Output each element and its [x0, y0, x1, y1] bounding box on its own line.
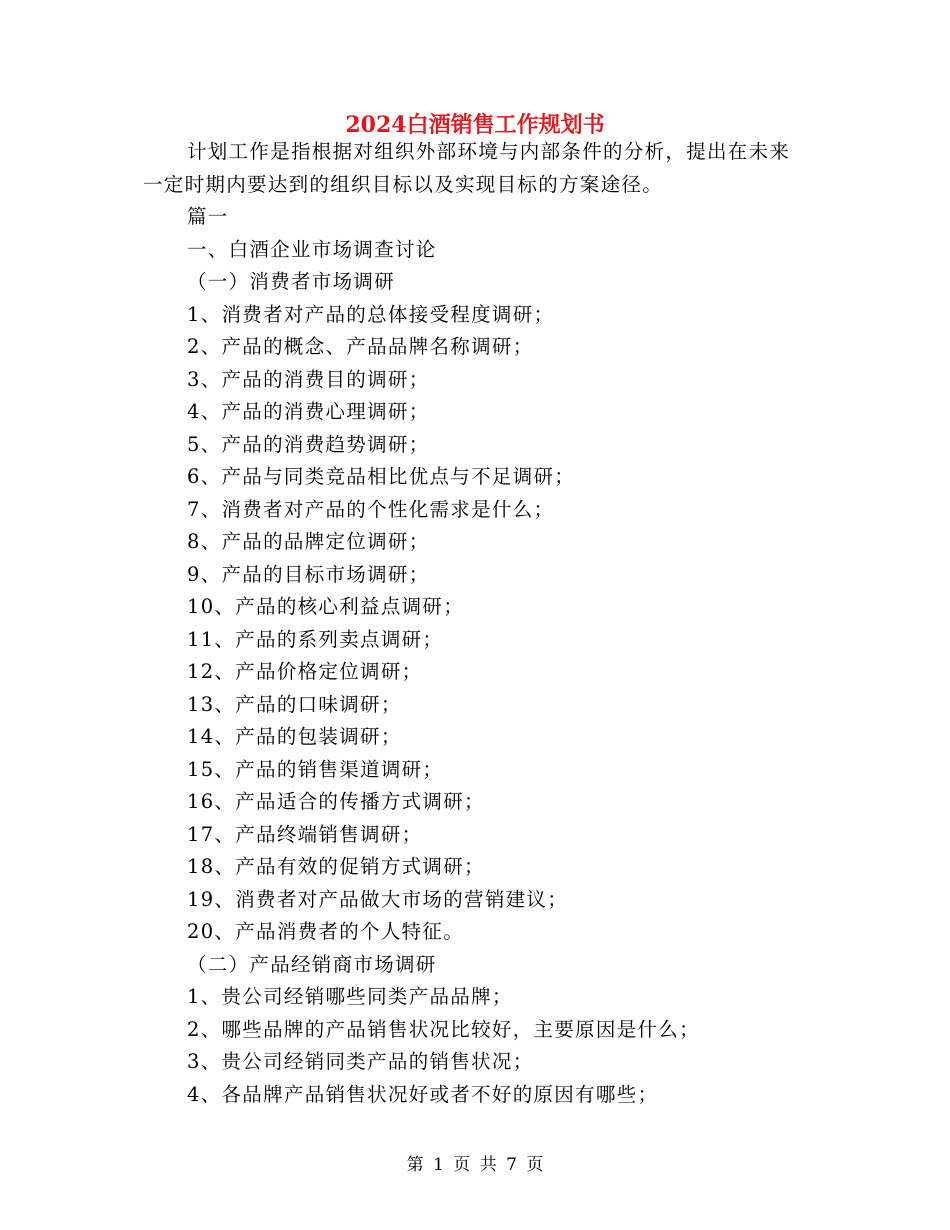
list-item: 15、产品的销售渠道调研；	[187, 757, 444, 781]
list-item: 3、产品的消费目的调研；	[187, 367, 430, 391]
list-item: 2、产品的概念、产品品牌名称调研；	[187, 335, 534, 358]
list-item: 16、产品适合的传播方式调研；	[187, 790, 485, 813]
list-item: 11、产品的系列卖点调研；	[187, 627, 444, 651]
list-item: 19、消费者对产品做大市场的营销建议；	[187, 887, 569, 911]
list-item: 4、产品的消费心理调研；	[187, 400, 430, 423]
content-lines	[187, 201, 807, 1111]
section-label: 篇一	[187, 205, 229, 228]
list-item: 8、产品的品牌定位调研；	[187, 530, 430, 553]
list-item: 4、各品牌产品销售状况好或者不好的原因有哪些；	[187, 1082, 659, 1106]
list-item: 2、哪些品牌的产品销售状况比较好，主要原因是什么；	[187, 1017, 700, 1041]
list-item: 18、产品有效的促销方式调研；	[187, 855, 485, 878]
list-item: 6、产品与同类竞品相比优点与不足调研；	[187, 465, 576, 488]
list-item: 5、产品的消费趋势调研；	[187, 432, 430, 456]
list-item: 20、产品消费者的个人特征。	[187, 920, 465, 943]
list-item: 3、贵公司经销同类产品的销售状况；	[187, 1050, 534, 1073]
list-item: 7、消费者对产品的个性化需求是什么；	[187, 497, 555, 521]
subsection-heading: （一）消费者市场调研	[187, 270, 396, 293]
section-heading: 一、白酒企业市场调查讨论	[187, 237, 437, 261]
list-item: 17、产品终端销售调研；	[187, 822, 423, 846]
list-item: 12、产品价格定位调研；	[187, 660, 423, 683]
list-item: 9、产品的目标市场调研；	[187, 562, 430, 586]
list-item: 14、产品的包装调研；	[187, 725, 402, 748]
list-item: 10、产品的核心利益点调研；	[187, 595, 465, 618]
subsection-heading: （二）产品经销商市场调研	[187, 952, 437, 976]
list-item: 1、贵公司经销哪些同类产品品牌；	[187, 985, 513, 1008]
intro-paragraph: 计划工作是指根据对组织外部环境与内部条件的分析，提出在未来一定时期内要达到的组织目标以及实现目标的方案途径。	[143, 140, 791, 196]
list-item: 13、产品的口味调研；	[187, 692, 402, 716]
page-footer: 第 1 页 共 7 页	[406, 1155, 544, 1175]
document-title: 2024白酒销售工作规划书	[345, 112, 605, 138]
list-item: 1、消费者对产品的总体接受程度调研；	[187, 302, 555, 326]
